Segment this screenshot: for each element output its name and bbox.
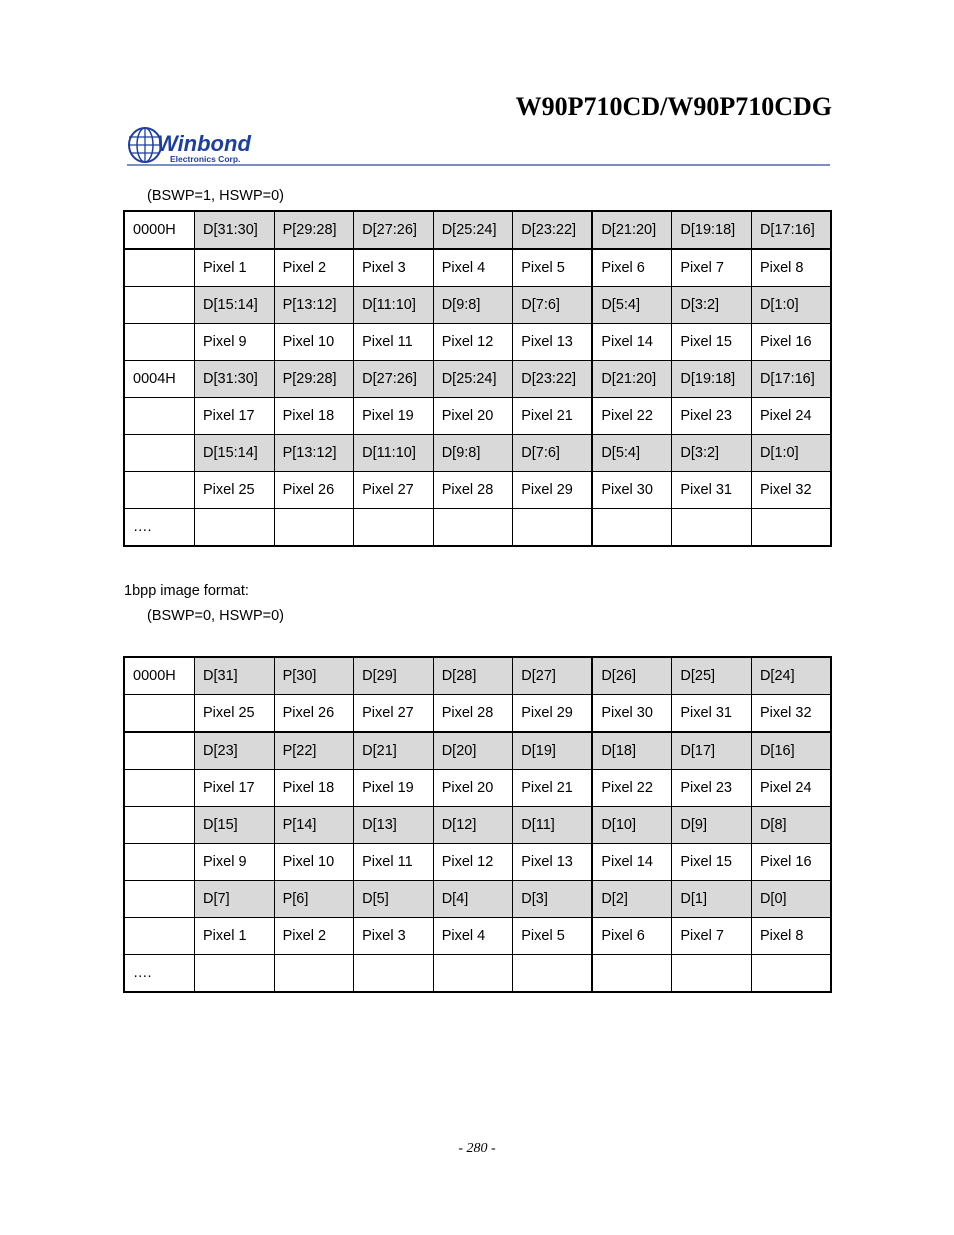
table-cell: D[3:2] bbox=[672, 287, 752, 324]
table-cell: Pixel 26 bbox=[274, 695, 354, 733]
table-cell bbox=[195, 509, 275, 547]
table-cell: Pixel 27 bbox=[354, 472, 434, 509]
table-cell: Pixel 25 bbox=[195, 695, 275, 733]
table-cell: Pixel 31 bbox=[672, 695, 752, 733]
logo-wordmark: Winbond bbox=[157, 131, 251, 156]
table-cell: D[25:24] bbox=[433, 361, 513, 398]
table-cell: Pixel 3 bbox=[354, 249, 434, 287]
table-cell: Pixel 1 bbox=[195, 918, 275, 955]
address-cell bbox=[124, 249, 195, 287]
table-cell: Pixel 15 bbox=[672, 844, 752, 881]
table-cell bbox=[751, 509, 831, 547]
table-cell: Pixel 25 bbox=[195, 472, 275, 509]
table-cell: Pixel 19 bbox=[354, 398, 434, 435]
address-cell bbox=[124, 287, 195, 324]
table-cell: D[1:0] bbox=[751, 287, 831, 324]
table-cell: D[5:4] bbox=[592, 287, 672, 324]
table-row bbox=[124, 657, 831, 695]
table-cell bbox=[672, 509, 752, 547]
table-cell: Pixel 13 bbox=[513, 844, 593, 881]
table-cell: Pixel 17 bbox=[195, 770, 275, 807]
table-cell: Pixel 31 bbox=[672, 472, 752, 509]
table-cell: Pixel 12 bbox=[433, 324, 513, 361]
table-cell: D[19:18] bbox=[672, 361, 752, 398]
table-cell: Pixel 23 bbox=[672, 398, 752, 435]
table-cell: Pixel 27 bbox=[354, 695, 434, 733]
table-cell: D[7] bbox=[195, 881, 275, 918]
table-cell: D[11:10] bbox=[354, 435, 434, 472]
address-cell bbox=[124, 844, 195, 881]
table-row bbox=[124, 695, 831, 733]
table-cell: D[3] bbox=[513, 881, 593, 918]
address-cell bbox=[124, 324, 195, 361]
address-cell bbox=[124, 807, 195, 844]
table-cell: Pixel 1 bbox=[195, 249, 275, 287]
table-cell: Pixel 30 bbox=[592, 472, 672, 509]
table-cell: D[23:22] bbox=[513, 361, 593, 398]
table-cell bbox=[195, 955, 275, 993]
table-row bbox=[124, 287, 831, 324]
memory-map-table-1 bbox=[123, 210, 832, 547]
table-cell: D[27:26] bbox=[354, 211, 434, 249]
table-cell bbox=[354, 509, 434, 547]
table-cell bbox=[274, 509, 354, 547]
table-cell bbox=[274, 955, 354, 993]
table-cell: D[15:14] bbox=[195, 435, 275, 472]
table-cell: Pixel 16 bbox=[751, 844, 831, 881]
table-cell: P[29:28] bbox=[274, 211, 354, 249]
table-cell: Pixel 4 bbox=[433, 249, 513, 287]
table-cell bbox=[672, 955, 752, 993]
address-cell bbox=[124, 695, 195, 733]
table-cell bbox=[433, 509, 513, 547]
table-cell: Pixel 6 bbox=[592, 918, 672, 955]
table-cell: Pixel 28 bbox=[433, 472, 513, 509]
table-cell: D[28] bbox=[433, 657, 513, 695]
memory-map-table-2 bbox=[123, 656, 832, 993]
table-cell: D[31] bbox=[195, 657, 275, 695]
table-cell: D[15:14] bbox=[195, 287, 275, 324]
table-cell: D[9] bbox=[672, 807, 752, 844]
table-cell: Pixel 22 bbox=[592, 770, 672, 807]
table-cell: D[2] bbox=[592, 881, 672, 918]
table-cell: Pixel 24 bbox=[751, 398, 831, 435]
table-row bbox=[124, 732, 831, 770]
table-row bbox=[124, 249, 831, 287]
table-cell: Pixel 9 bbox=[195, 844, 275, 881]
table-cell: D[0] bbox=[751, 881, 831, 918]
table-cell: D[23:22] bbox=[513, 211, 593, 249]
table-cell: D[8] bbox=[751, 807, 831, 844]
table-row bbox=[124, 472, 831, 509]
table-row bbox=[124, 918, 831, 955]
table-cell: D[21] bbox=[354, 732, 434, 770]
address-cell bbox=[124, 918, 195, 955]
table-cell: D[23] bbox=[195, 732, 275, 770]
table-row bbox=[124, 881, 831, 918]
table-cell: D[21:20] bbox=[592, 211, 672, 249]
table-cell: Pixel 8 bbox=[751, 918, 831, 955]
table-cell: Pixel 21 bbox=[513, 770, 593, 807]
table-cell: D[1:0] bbox=[751, 435, 831, 472]
table-cell: D[25] bbox=[672, 657, 752, 695]
table-cell: D[7:6] bbox=[513, 287, 593, 324]
table-cell: Pixel 6 bbox=[592, 249, 672, 287]
table-cell: D[16] bbox=[751, 732, 831, 770]
page-number: - 280 - bbox=[458, 1141, 496, 1156]
table-cell: P[13:12] bbox=[274, 435, 354, 472]
winbond-logo bbox=[127, 125, 252, 167]
table-cell: Pixel 22 bbox=[592, 398, 672, 435]
table-cell bbox=[751, 955, 831, 993]
table-cell: D[21:20] bbox=[592, 361, 672, 398]
table-cell: Pixel 32 bbox=[751, 472, 831, 509]
table-cell: Pixel 10 bbox=[274, 324, 354, 361]
table-cell: D[11] bbox=[513, 807, 593, 844]
table-cell: P[6] bbox=[274, 881, 354, 918]
table-cell bbox=[592, 509, 672, 547]
table-row bbox=[124, 844, 831, 881]
table-cell: Pixel 24 bbox=[751, 770, 831, 807]
table-cell: Pixel 5 bbox=[513, 249, 593, 287]
table-cell: D[7:6] bbox=[513, 435, 593, 472]
table-cell: Pixel 7 bbox=[672, 249, 752, 287]
table-cell: Pixel 4 bbox=[433, 918, 513, 955]
table-cell: Pixel 2 bbox=[274, 249, 354, 287]
table-cell: D[31:30] bbox=[195, 361, 275, 398]
table-cell: D[24] bbox=[751, 657, 831, 695]
address-cell bbox=[124, 770, 195, 807]
table-cell: P[22] bbox=[274, 732, 354, 770]
table-cell: Pixel 17 bbox=[195, 398, 275, 435]
table-cell: Pixel 29 bbox=[513, 695, 593, 733]
address-cell bbox=[124, 732, 195, 770]
table-cell: Pixel 13 bbox=[513, 324, 593, 361]
table-cell: D[9:8] bbox=[433, 435, 513, 472]
table-cell bbox=[513, 955, 593, 993]
table-cell: D[18] bbox=[592, 732, 672, 770]
table-cell: D[5] bbox=[354, 881, 434, 918]
table-cell: Pixel 21 bbox=[513, 398, 593, 435]
table-cell: D[12] bbox=[433, 807, 513, 844]
table-cell: Pixel 16 bbox=[751, 324, 831, 361]
table-row bbox=[124, 807, 831, 844]
table-row bbox=[124, 324, 831, 361]
document-title: W90P710CD/W90P710CDG bbox=[515, 92, 832, 121]
table-cell: Pixel 8 bbox=[751, 249, 831, 287]
table-cell: D[4] bbox=[433, 881, 513, 918]
table-cell: Pixel 26 bbox=[274, 472, 354, 509]
table-cell: D[29] bbox=[354, 657, 434, 695]
address-cell bbox=[124, 881, 195, 918]
table-cell: D[3:2] bbox=[672, 435, 752, 472]
table-cell: D[1] bbox=[672, 881, 752, 918]
table-cell: D[26] bbox=[592, 657, 672, 695]
table-cell: Pixel 15 bbox=[672, 324, 752, 361]
table-cell: D[17:16] bbox=[751, 361, 831, 398]
table-cell: Pixel 32 bbox=[751, 695, 831, 733]
address-cell: 0000H bbox=[124, 657, 195, 695]
table-row bbox=[124, 770, 831, 807]
table-cell: Pixel 14 bbox=[592, 324, 672, 361]
address-cell: …. bbox=[124, 955, 195, 993]
table-cell: Pixel 28 bbox=[433, 695, 513, 733]
table-cell: P[29:28] bbox=[274, 361, 354, 398]
address-cell: 0000H bbox=[124, 211, 195, 249]
address-cell bbox=[124, 472, 195, 509]
table-cell: D[11:10] bbox=[354, 287, 434, 324]
table-row bbox=[124, 398, 831, 435]
table-cell: D[31:30] bbox=[195, 211, 275, 249]
section1-caption: (BSWP=1, HSWP=0) bbox=[147, 188, 284, 204]
table-cell: D[20] bbox=[433, 732, 513, 770]
table-cell: Pixel 18 bbox=[274, 398, 354, 435]
table-cell: D[5:4] bbox=[592, 435, 672, 472]
table-cell: Pixel 14 bbox=[592, 844, 672, 881]
section2-heading: 1bpp image format: bbox=[124, 583, 249, 599]
table-cell: D[19:18] bbox=[672, 211, 752, 249]
table-cell: P[30] bbox=[274, 657, 354, 695]
logo-subtitle: Electronics Corp. bbox=[170, 154, 241, 164]
table-cell: D[17] bbox=[672, 732, 752, 770]
table-cell: P[13:12] bbox=[274, 287, 354, 324]
header-rule bbox=[127, 164, 830, 166]
table-cell: Pixel 30 bbox=[592, 695, 672, 733]
table-cell: D[19] bbox=[513, 732, 593, 770]
table-row bbox=[124, 361, 831, 398]
table-cell: D[25:24] bbox=[433, 211, 513, 249]
table-cell: Pixel 12 bbox=[433, 844, 513, 881]
table-row bbox=[124, 509, 831, 547]
table-cell: D[27:26] bbox=[354, 361, 434, 398]
table-cell: Pixel 23 bbox=[672, 770, 752, 807]
address-cell bbox=[124, 435, 195, 472]
table-cell: Pixel 5 bbox=[513, 918, 593, 955]
table-cell: Pixel 18 bbox=[274, 770, 354, 807]
table-cell: Pixel 9 bbox=[195, 324, 275, 361]
table-cell: Pixel 20 bbox=[433, 770, 513, 807]
table-cell: Pixel 29 bbox=[513, 472, 593, 509]
table-cell: Pixel 20 bbox=[433, 398, 513, 435]
address-cell: …. bbox=[124, 509, 195, 547]
table-cell: Pixel 11 bbox=[354, 844, 434, 881]
table-cell bbox=[592, 955, 672, 993]
table-cell: Pixel 7 bbox=[672, 918, 752, 955]
section2-caption: (BSWP=0, HSWP=0) bbox=[147, 608, 284, 624]
table-cell: D[13] bbox=[354, 807, 434, 844]
table-row bbox=[124, 955, 831, 993]
table-cell: D[9:8] bbox=[433, 287, 513, 324]
table-row bbox=[124, 435, 831, 472]
table-cell: D[17:16] bbox=[751, 211, 831, 249]
table-cell: Pixel 2 bbox=[274, 918, 354, 955]
table-cell: Pixel 11 bbox=[354, 324, 434, 361]
table-cell bbox=[354, 955, 434, 993]
table-cell: Pixel 3 bbox=[354, 918, 434, 955]
table-cell bbox=[433, 955, 513, 993]
address-cell: 0004H bbox=[124, 361, 195, 398]
table-cell: Pixel 10 bbox=[274, 844, 354, 881]
table-cell: P[14] bbox=[274, 807, 354, 844]
table-cell: D[10] bbox=[592, 807, 672, 844]
table-cell: Pixel 19 bbox=[354, 770, 434, 807]
table-cell bbox=[513, 509, 593, 547]
table-row bbox=[124, 211, 831, 249]
table-cell: D[27] bbox=[513, 657, 593, 695]
address-cell bbox=[124, 398, 195, 435]
table-cell: D[15] bbox=[195, 807, 275, 844]
